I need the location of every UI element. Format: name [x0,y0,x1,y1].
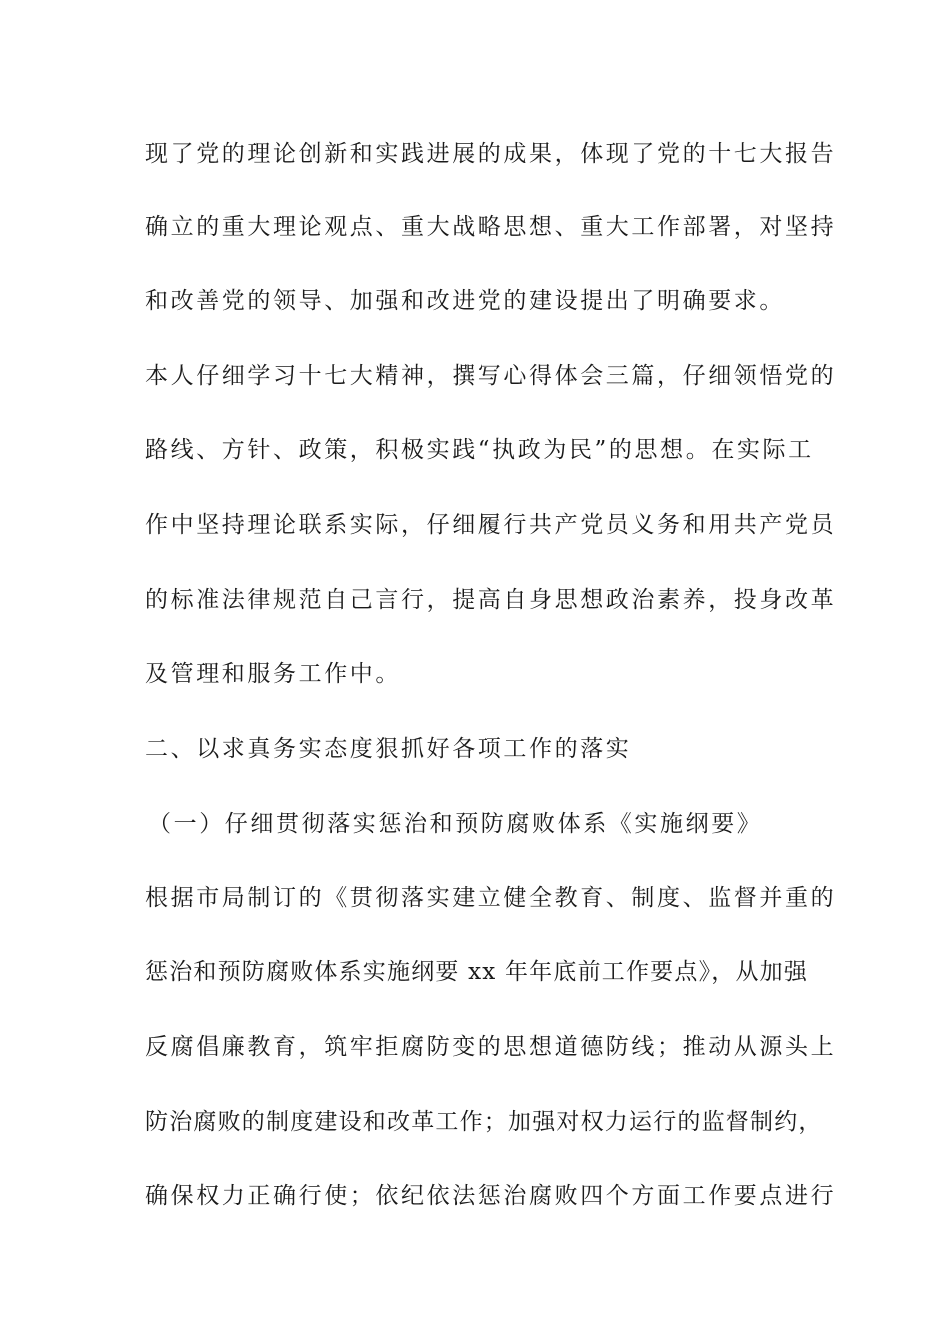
text-line: 路线、方针、政策，积极实践“执政为民”的思想。在实际工 [145,437,814,463]
text-line: 确立的重大理论观点、重大战略思想、重大工作部署，对坚持 [145,214,837,240]
text-line: 反腐倡廉教育，筑牢拒腐防变的思想道德防线；推动从源头上 [145,1034,837,1060]
text-line: 惩治和预防腐败体系实施纲要 xx 年年底前工作要点》，从加强 [145,959,809,985]
text-line: 和改善党的领导、加强和改进党的建设提出了明确要求。 [145,288,785,314]
text-line: 防治腐败的制度建设和改革工作；加强对权力运行的监督制约， [145,1109,823,1135]
text-line: 根据市局制订的《贯彻落实建立健全教育、制度、监督并重的 [145,885,837,911]
text-line: 现了党的理论创新和实践进展的成果，体现了党的十七大报告 [145,141,837,167]
text-line: 的标准法律规范自己言行，提高自身思想政治素养，投身改革 [145,587,837,613]
text-line: 本人仔细学习十七大精神，撰写心得体会三篇，仔细领悟党的 [145,363,837,389]
text-line: 及管理和服务工作中。 [145,661,401,687]
text-line: 作中坚持理论联系实际，仔细履行共产党员义务和用共产党员 [145,512,837,538]
subsection-heading: （一）仔细贯彻落实惩治和预防腐败体系《实施纲要》 [148,811,763,837]
section-heading: 二、以求真务实态度狠抓好各项工作的落实 [145,736,632,762]
text-line: 确保权力正确行使；依纪依法惩治腐败四个方面工作要点进行 [145,1183,837,1209]
